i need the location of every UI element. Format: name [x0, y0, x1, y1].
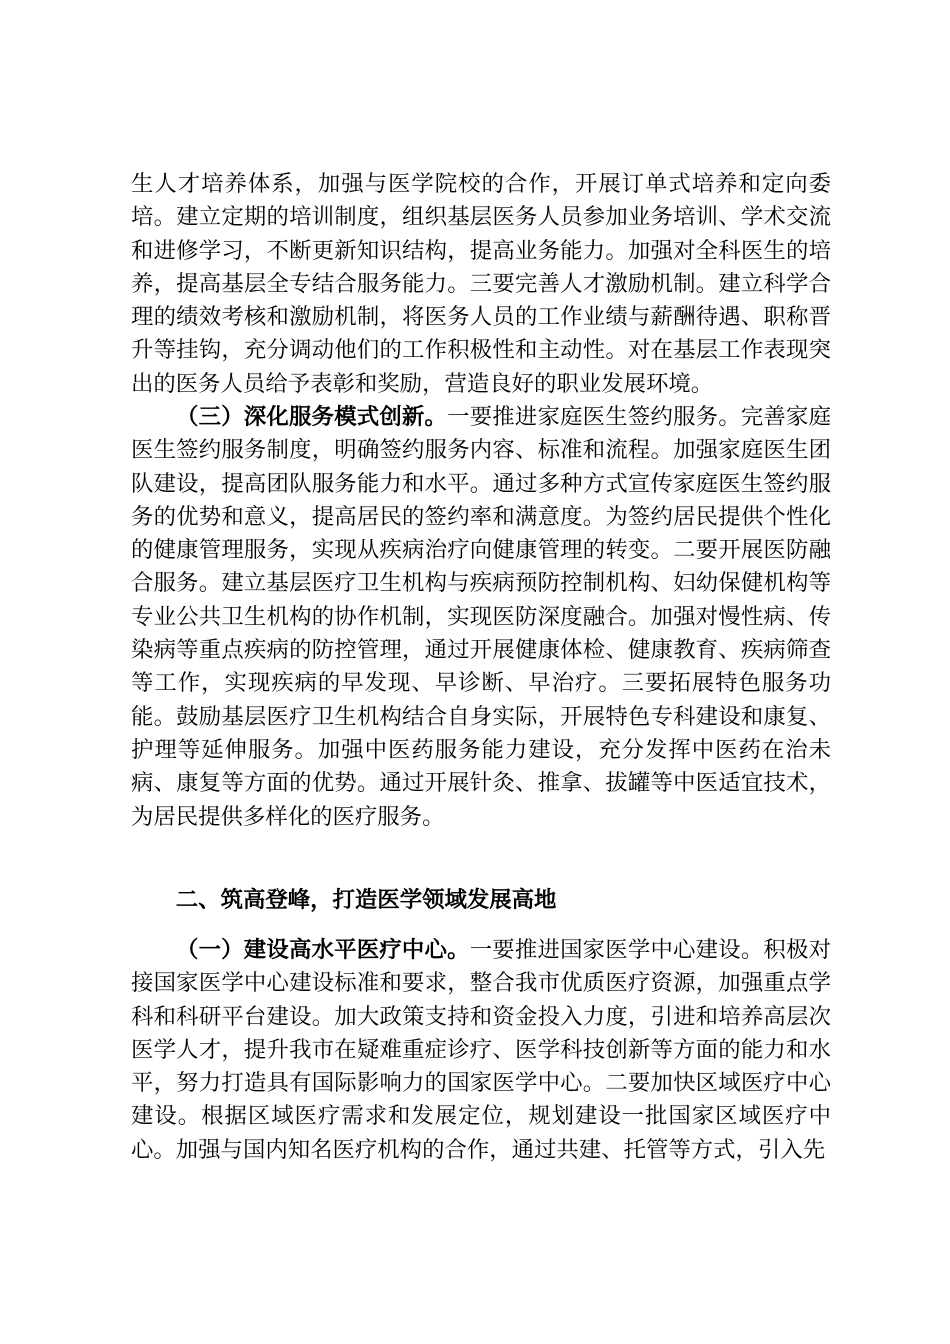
paragraph-body: [131, 401, 831, 834]
section-heading-text: 二、筑高登峰，打造医学领域发展高地: [175, 887, 557, 913]
paragraph-body: [131, 934, 831, 1167]
paragraph-text: 一要推进家庭医生签约服务。完善家庭医生签约服务制度，明确签约服务内容、标准和流程。加强家庭医生团队建设，提高团队服务能力和水平。通过多种方式宣传家庭医生签约服务的优势和意义，提高居民的签约率和满意度。为签约居民提供个性化的健康管理服务，实现从疾病治疗向健康管理的转变。二要开展医防融合服务。建立基层医疗卫生机构与疾病预防控制机构、妇幼保健机构等专业公共卫生机构的协作机制，实现医防深度融合。加强对慢性病、传染病等重点疾病的防控管理，通过开展健康体检、健康教育、疾病筛查等工作，实现疾病的早发现、早诊断、早治疗。三要拓展特色服务功能。鼓励基层医疗卫生机构结合自身实际，开展特色专科建设和康复、护理等延伸服务。加强中医药服务能力建设，充分发挥中医药在治未病、康复等方面的优势。通过开展针灸、推拿、拔罐等中医适宜技术，为居民提供多样化的医疗服务。: [131, 404, 832, 830]
paragraph-lead-title: （一）建设高水平医疗中心。: [175, 937, 470, 963]
paragraph-text: 一要推进国家医学中心建设。积极对接国家医学中心建设标准和要求，整合我市优质医疗资源，加强重点学科和科研平台建设。加大政策支持和资金投入力度，引进和培养高层次医学人才，提升我市在疑难重症诊疗、医学科技创新等方面的能力和水平，努力打造具有国际影响力的国家医学中心。二要加快区域医疗中心建设。根据区域医疗需求和发展定位，规划建设一批国家区域医疗中心。加强与国内知名医疗机构的合作，通过共建、托管等方式，引入先: [131, 937, 832, 1163]
paragraph-service-model: [131, 401, 831, 834]
paragraph-talent-training: [131, 168, 831, 401]
section-heading: [131, 884, 831, 917]
paragraph-lead-title: （三）深化服务模式创新。: [175, 404, 448, 430]
paragraph-medical-center: [131, 934, 831, 1167]
paragraph-text: 生人才培养体系，加强与医学院校的合作，开展订单式培养和定向委培。建立定期的培训制度，组织基层医务人员参加业务培训、学术交流和进修学习，不断更新知识结构，提高业务能力。加强对全科医生的培养，提高基层全专结合服务能力。三要完善人才激励机制。建立科学合理的绩效考核和激励机制，将医务人员的工作业绩与薪酬待遇、职称晋升等挂钩，充分调动他们的工作积极性和主动性。对在基层工作表现突出的医务人员给予表彰和奖励，营造良好的职业发展环境。: [131, 171, 831, 397]
